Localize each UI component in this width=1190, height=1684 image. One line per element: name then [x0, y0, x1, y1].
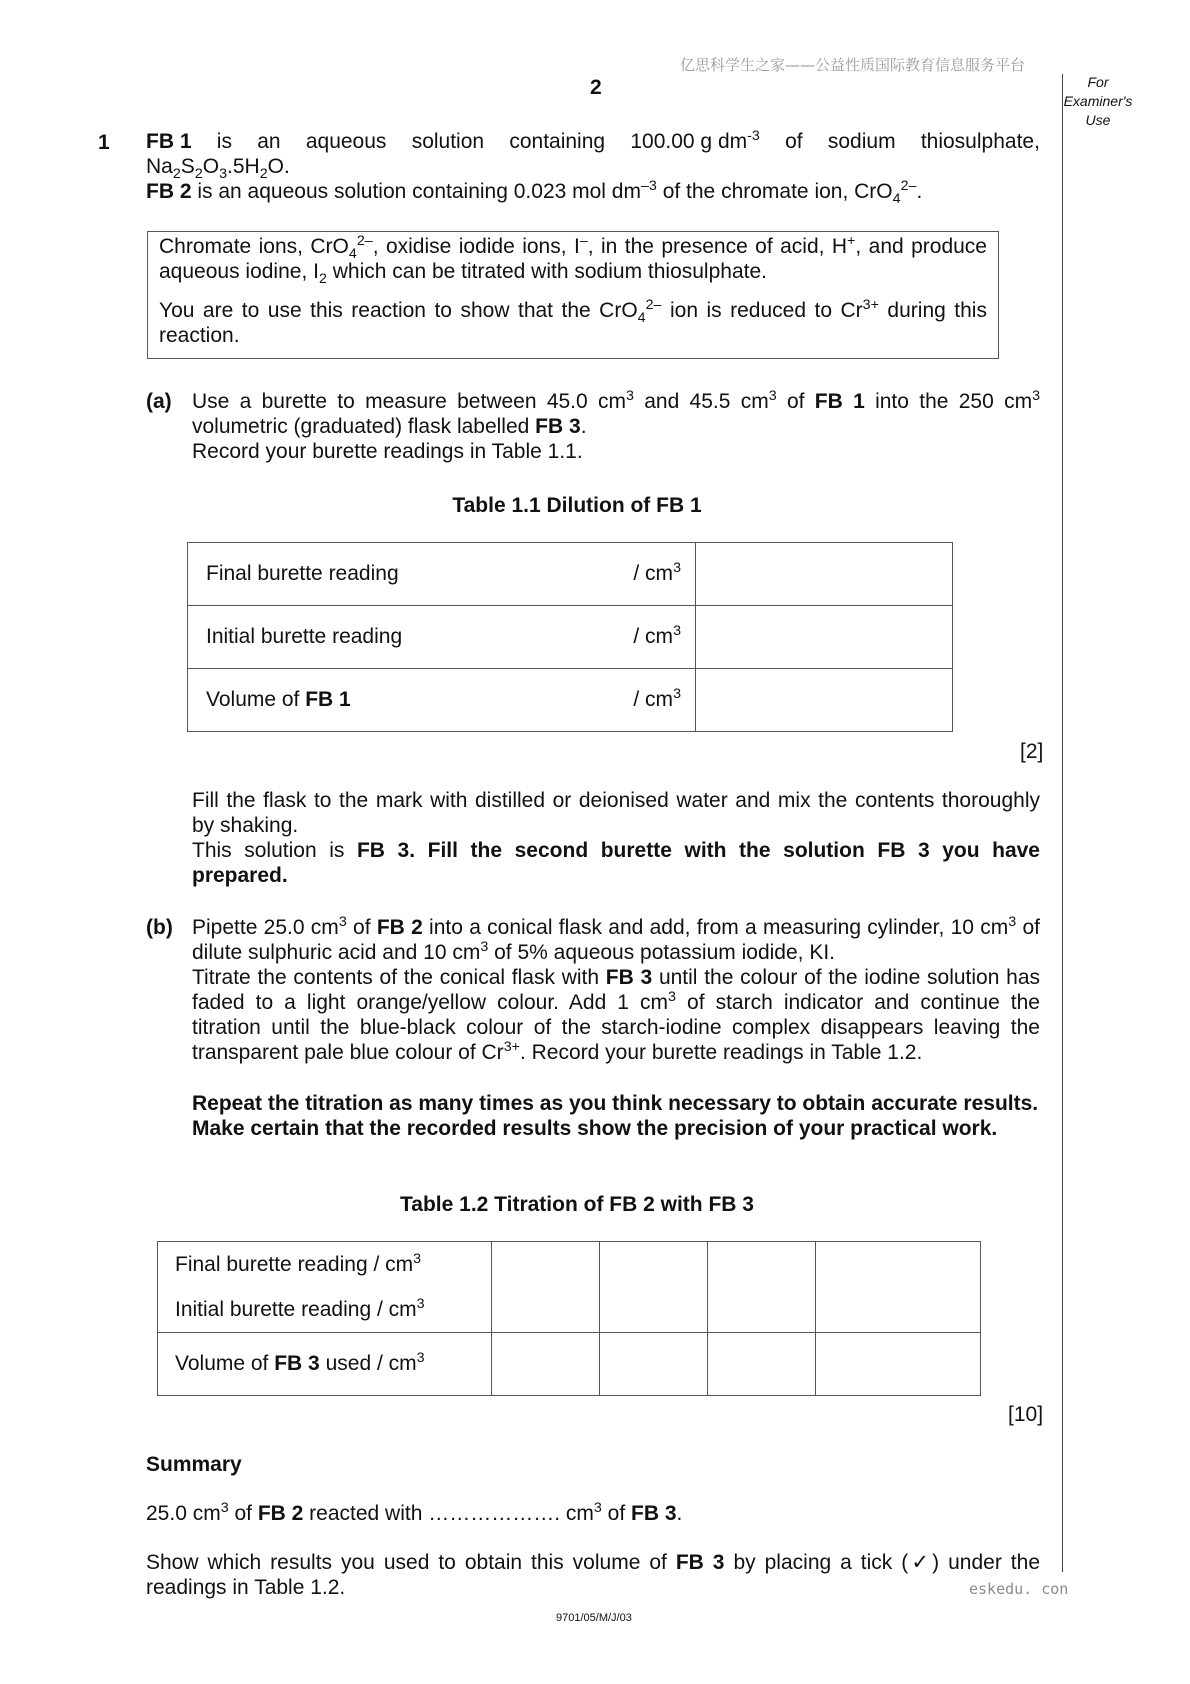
table-1-2-cell[interactable]	[492, 1242, 600, 1333]
table-1-2-cell[interactable]	[600, 1333, 708, 1396]
table-1-1-title: Table 1.1 Dilution of FB 1	[452, 494, 702, 517]
table-row	[188, 606, 953, 669]
fb2-description: FB 2 is an aqueous solution containing 0.023 mol $dm^{-3}$ of the chromate ion, CrO$_4^{2-}$.	[146, 178, 923, 208]
part-a-marks: [2]	[1020, 740, 1044, 763]
table-row	[188, 543, 953, 606]
fb2-label: FB 2	[146, 180, 192, 203]
table-1-1-entry-volume[interactable]	[696, 669, 953, 732]
part-a-record: Record your burette readings in Table 1.1.	[192, 440, 583, 463]
fb1-label: FB 1	[146, 130, 192, 153]
table-1-2-initial-label: Initial burette reading / $cm^3$	[175, 1296, 425, 1321]
table-row	[158, 1333, 981, 1396]
summary-line: 25.0 $cm^3$ of FB 2 reacted with ………………. $cm^3$ of FB 3.	[146, 1500, 683, 1525]
table-1-2-title: Table 1.2 Titration of FB 2 with FB 3	[400, 1193, 754, 1216]
table-1-1-unit: / $cm^3$	[586, 543, 696, 606]
table-1-2-volume-label: Volume of FB 3 used / $cm^3$	[158, 1333, 492, 1396]
summary-heading: Summary	[146, 1453, 242, 1476]
watermark-text: 亿思科学生之家——公益性质国际教育信息服务平台	[680, 56, 1026, 74]
table-1-1	[187, 542, 953, 732]
part-a-fill-text: Fill the flask to the mark with distilled or deionised water and mix the contents thoroughly by shaking. This solution is FB 3. Fill the second burette with the solution FB 3 you have prepared.	[192, 789, 1040, 887]
table-1-2-final-label: Final burette reading / $cm^3$	[175, 1251, 422, 1276]
table-1-2	[157, 1241, 981, 1396]
table-1-2-cell[interactable]	[708, 1242, 816, 1333]
table-1-1-label: Final burette reading	[188, 543, 587, 606]
table-row	[188, 669, 953, 732]
page-number: 2	[590, 76, 602, 99]
table-1-2-cell[interactable]	[816, 1242, 981, 1333]
fb1-description: FB 1 is an aqueous solution containing 100.00 g $dm^{-3}$ of sodium thiosulphate, $Na_2S_2O_3.5H_2O$. FB 2 is an aqueous solution containing 0.023 mol $dm^{-3}$ of the chromate ion, CrO$_4^{2-}$.	[146, 128, 1040, 208]
table-1-2-cell[interactable]	[708, 1333, 816, 1396]
summary-show: Show which results you used to obtain this volume of FB 3 by placing a tick (✓) under the readings in Table 1.2.	[146, 1551, 1040, 1599]
site-watermark: eskedu. con	[969, 1580, 1069, 1598]
examiner-margin-line	[1062, 74, 1063, 1572]
table-1-1-entry-initial[interactable]	[696, 606, 953, 669]
paper-code: 9701/05/M/J/03	[556, 1612, 632, 1624]
examiner-margin-label: For Examiner's Use	[1063, 74, 1133, 128]
part-a-instructions: Use a burette to measure between 45.0 $cm^3$ and 45.5 $cm^3$ of FB 1 into the 250 $cm^3$ volumetric (graduated) flask labelled FB 3. Record your burette readings in Table 1.1.	[192, 388, 1041, 463]
part-b-label: (b)	[146, 916, 173, 939]
table-1-2-readings-label	[158, 1242, 492, 1333]
info-box-para2: You are to use this reaction to show that the CrO$_4^{2-}$ ion is reduced to $Cr^{3+}$ during this reaction.	[159, 297, 987, 347]
table-1-2-cell[interactable]	[492, 1333, 600, 1396]
question-number: 1	[98, 131, 110, 154]
info-box	[147, 231, 999, 359]
table-1-1-entry-final[interactable]	[696, 543, 953, 606]
fb1-formula: $Na_2S_2O_3.5H_2O$.	[146, 155, 290, 183]
part-b-marks: [10]	[1008, 1403, 1044, 1426]
part-b-instructions: Pipette 25.0 $cm^3$ of FB 2 into a conical flask and add, from a measuring cylinder, 10 $cm^3$ of dilute sulphuric acid and 10 $cm^3$ of 5% aqueous potassium iodide, KI. Titrate the contents of the conical flask with FB 3 until the colour of the iodine solution has faded to a light orange/yellow colour. Add 1 $cm^3$ of starch indicator and continue the titration until the blue-black colour of the starch-iodine complex disappears leaving the transparent pale blue colour of $Cr^{3+}$. Record your burette readings in Table 1.2.	[192, 914, 1041, 1064]
table-1-1-label: Volume of FB 1	[188, 669, 587, 732]
info-box-para1: Chromate ions, CrO$_4^{2-}$, oxidise iodide ions, I–, in the presence of acid, H+, and produce aqueous iodine, $I_2$ which can be titrated with sodium thiosulphate.	[159, 233, 987, 288]
table-1-1-unit: / $cm^3$	[586, 669, 696, 732]
table-1-1-unit: / $cm^3$	[586, 606, 696, 669]
table-row	[158, 1242, 981, 1333]
part-a-label: (a)	[146, 390, 172, 413]
table-1-1-label: Initial burette reading	[188, 606, 587, 669]
part-b-repeat: Repeat the titration as many times as you think necessary to obtain accurate results. Make certain that the recorded results show the precision of your practical work.	[192, 1092, 1039, 1140]
table-1-2-cell[interactable]	[816, 1333, 981, 1396]
part-b-certain: Make certain that the recorded results show the precision of your practical work.	[192, 1117, 998, 1140]
table-1-2-cell[interactable]	[600, 1242, 708, 1333]
